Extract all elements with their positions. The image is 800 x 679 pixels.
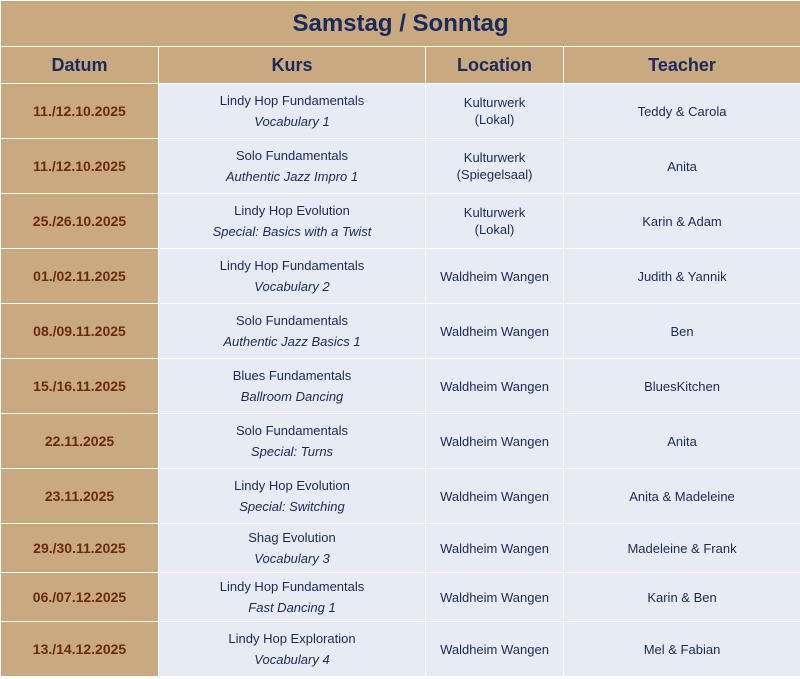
course-name: Lindy Hop Fundamentals bbox=[219, 93, 365, 108]
table-row bbox=[1, 414, 800, 469]
location-line: Kulturwerk bbox=[463, 205, 526, 220]
course-subtitle: Authentic Jazz Basics 1 bbox=[223, 334, 361, 349]
course-name: Solo Fundamentals bbox=[235, 148, 348, 163]
date-cell: 25./26.10.2025 bbox=[1, 194, 159, 249]
date-cell: 13./14.12.2025 bbox=[1, 622, 159, 677]
course-cell bbox=[159, 304, 426, 359]
course-cell bbox=[159, 249, 426, 304]
course-cell bbox=[159, 622, 426, 677]
table-title: Samstag / Sonntag bbox=[1, 1, 800, 47]
course-name: Solo Fundamentals bbox=[235, 423, 348, 438]
location-line: (Spiegelsaal) bbox=[456, 167, 533, 182]
location-line: Kulturwerk bbox=[463, 150, 526, 165]
table-row bbox=[1, 139, 800, 194]
date-cell: 06./07.12.2025 bbox=[1, 573, 159, 622]
column-header-date: Datum bbox=[1, 47, 159, 84]
location-cell bbox=[426, 139, 564, 194]
location-cell bbox=[426, 469, 564, 524]
course-cell bbox=[159, 573, 426, 622]
teacher-cell: Anita bbox=[564, 139, 800, 194]
table-row bbox=[1, 622, 800, 677]
course-subtitle: Fast Dancing 1 bbox=[248, 600, 336, 615]
table-row bbox=[1, 359, 800, 414]
teacher-cell: Anita bbox=[564, 414, 800, 469]
teacher-cell: Karin & Adam bbox=[564, 194, 800, 249]
date-cell: 11./12.10.2025 bbox=[1, 139, 159, 194]
location-cell bbox=[426, 524, 564, 573]
table-row bbox=[1, 84, 800, 139]
teacher-cell: Karin & Ben bbox=[564, 573, 800, 622]
table-row bbox=[1, 194, 800, 249]
course-subtitle: Vocabulary 2 bbox=[254, 279, 330, 294]
teacher-cell: Judith & Yannik bbox=[564, 249, 800, 304]
column-header-teacher: Teacher bbox=[564, 47, 800, 84]
course-cell bbox=[159, 524, 426, 573]
teacher-cell: BluesKitchen bbox=[564, 359, 800, 414]
location-line: Waldheim Wangen bbox=[440, 433, 549, 449]
course-cell bbox=[159, 84, 426, 139]
table-row bbox=[1, 573, 800, 622]
location-line: Waldheim Wangen bbox=[440, 323, 549, 339]
course-name: Lindy Hop Fundamentals bbox=[219, 258, 365, 273]
teacher-cell: Teddy & Carola bbox=[564, 84, 800, 139]
teacher-cell: Ben bbox=[564, 304, 800, 359]
course-subtitle: Special: Turns bbox=[250, 444, 334, 459]
column-header-course: Kurs bbox=[159, 47, 426, 84]
course-name: Lindy Hop Evolution bbox=[234, 478, 350, 493]
location-line: Waldheim Wangen bbox=[440, 488, 549, 504]
course-subtitle: Vocabulary 3 bbox=[254, 551, 330, 566]
course-cell bbox=[159, 414, 426, 469]
location-line: Waldheim Wangen bbox=[440, 641, 549, 657]
course-cell bbox=[159, 359, 426, 414]
course-subtitle: Vocabulary 1 bbox=[254, 114, 330, 129]
course-subtitle: Vocabulary 4 bbox=[254, 652, 330, 667]
course-subtitle: Authentic Jazz Impro 1 bbox=[225, 169, 359, 184]
location-line: Kulturwerk bbox=[463, 95, 526, 110]
date-cell: 29./30.11.2025 bbox=[1, 524, 159, 573]
teacher-cell: Mel & Fabian bbox=[564, 622, 800, 677]
date-cell: 22.11.2025 bbox=[1, 414, 159, 469]
course-subtitle: Special: Basics with a Twist bbox=[212, 224, 372, 239]
teacher-cell: Anita & Madeleine bbox=[564, 469, 800, 524]
course-name: Shag Evolution bbox=[248, 530, 336, 545]
location-line: Waldheim Wangen bbox=[440, 540, 549, 556]
teacher-cell: Madeleine & Frank bbox=[564, 524, 800, 573]
column-header-location: Location bbox=[426, 47, 564, 84]
location-line: Waldheim Wangen bbox=[440, 268, 549, 284]
location-cell bbox=[426, 573, 564, 622]
date-cell: 23.11.2025 bbox=[1, 469, 159, 524]
date-cell: 08./09.11.2025 bbox=[1, 304, 159, 359]
location-cell bbox=[426, 194, 564, 249]
location-cell bbox=[426, 84, 564, 139]
table-body bbox=[1, 84, 800, 677]
course-name: Solo Fundamentals bbox=[235, 313, 348, 328]
course-name: Lindy Hop Evolution bbox=[234, 203, 350, 218]
location-cell bbox=[426, 622, 564, 677]
table-row bbox=[1, 249, 800, 304]
location-cell bbox=[426, 304, 564, 359]
course-name: Blues Fundamentals bbox=[232, 368, 352, 383]
course-name: Lindy Hop Fundamentals bbox=[219, 579, 365, 594]
course-cell bbox=[159, 469, 426, 524]
course-subtitle: Ballroom Dancing bbox=[240, 389, 344, 404]
location-cell bbox=[426, 414, 564, 469]
location-line: Waldheim Wangen bbox=[440, 589, 549, 605]
course-cell bbox=[159, 139, 426, 194]
location-cell bbox=[426, 359, 564, 414]
course-cell bbox=[159, 194, 426, 249]
location-line: (Lokal) bbox=[474, 222, 515, 237]
course-subtitle: Special: Switching bbox=[239, 499, 345, 514]
date-cell: 15./16.11.2025 bbox=[1, 359, 159, 414]
location-line: Waldheim Wangen bbox=[440, 378, 549, 394]
location-line: (Lokal) bbox=[474, 112, 515, 127]
date-cell: 11./12.10.2025 bbox=[1, 84, 159, 139]
course-name: Lindy Hop Exploration bbox=[228, 631, 356, 646]
date-cell: 01./02.11.2025 bbox=[1, 249, 159, 304]
table-row bbox=[1, 304, 800, 359]
table-row bbox=[1, 469, 800, 524]
table-row bbox=[1, 524, 800, 573]
location-cell bbox=[426, 249, 564, 304]
